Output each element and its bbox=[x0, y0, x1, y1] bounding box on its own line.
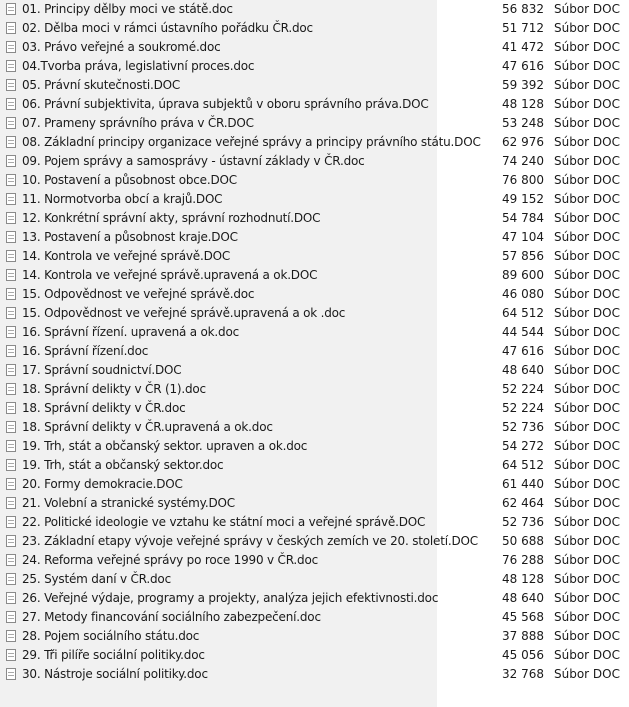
file-name: 30. Nástroje sociální politiky.doc bbox=[22, 667, 208, 681]
file-name: 11. Normotvorba obcí a krajů.DOC bbox=[22, 192, 223, 206]
file-type: Súbor DOC bbox=[554, 629, 620, 643]
file-name: 15. Odpovědnost ve veřejné správě.doc bbox=[22, 287, 255, 301]
file-type: Súbor DOC bbox=[554, 344, 620, 358]
file-size: 47 104 bbox=[502, 230, 544, 244]
file-name: 20. Formy demokracie.DOC bbox=[22, 477, 183, 491]
document-icon bbox=[6, 668, 16, 680]
file-row[interactable] bbox=[0, 266, 629, 285]
file-size: 54 272 bbox=[502, 439, 544, 453]
file-size: 48 640 bbox=[502, 363, 544, 377]
document-icon bbox=[6, 250, 16, 262]
file-type: Súbor DOC bbox=[554, 382, 620, 396]
file-type: Súbor DOC bbox=[554, 439, 620, 453]
file-row[interactable] bbox=[0, 551, 629, 570]
file-size: 48 128 bbox=[502, 572, 544, 586]
file-size: 52 736 bbox=[502, 420, 544, 434]
document-icon bbox=[6, 649, 16, 661]
file-row[interactable] bbox=[0, 399, 629, 418]
file-name: 25. Systém daní v ČR.doc bbox=[22, 572, 171, 586]
file-type: Súbor DOC bbox=[554, 268, 620, 282]
file-name: 14. Kontrola ve veřejné správě.upravená a ok.DOC bbox=[22, 268, 318, 282]
document-icon bbox=[6, 174, 16, 186]
file-name: 19. Trh, stát a občanský sektor.doc bbox=[22, 458, 224, 472]
file-row[interactable] bbox=[0, 285, 629, 304]
file-row[interactable] bbox=[0, 133, 629, 152]
document-icon bbox=[6, 98, 16, 110]
file-size: 76 288 bbox=[502, 553, 544, 567]
file-type: Súbor DOC bbox=[554, 477, 620, 491]
file-row[interactable] bbox=[0, 57, 629, 76]
file-row[interactable] bbox=[0, 627, 629, 646]
file-name: 26. Veřejné výdaje, programy a projekty, analýza jejich efektivnosti.doc bbox=[22, 591, 439, 605]
file-type: Súbor DOC bbox=[554, 40, 620, 54]
file-name: 15. Odpovědnost ve veřejné správě.upravená a ok .doc bbox=[22, 306, 346, 320]
file-row[interactable] bbox=[0, 532, 629, 551]
file-name: 06. Právní subjektivita, úprava subjektů v oboru správního práva.DOC bbox=[22, 97, 429, 111]
document-icon bbox=[6, 478, 16, 490]
document-icon bbox=[6, 136, 16, 148]
file-size: 32 768 bbox=[502, 667, 544, 681]
document-icon bbox=[6, 79, 16, 91]
file-row[interactable] bbox=[0, 665, 629, 684]
file-type: Súbor DOC bbox=[554, 515, 620, 529]
file-row[interactable] bbox=[0, 228, 629, 247]
file-name: 18. Správní delikty v ČR.doc bbox=[22, 401, 186, 415]
document-icon bbox=[6, 117, 16, 129]
file-name: 27. Metody financování sociálního zabezpečení.doc bbox=[22, 610, 321, 624]
file-size: 64 512 bbox=[502, 458, 544, 472]
file-name: 19. Trh, stát a občanský sektor. upraven a ok.doc bbox=[22, 439, 308, 453]
document-icon bbox=[6, 516, 16, 528]
file-type: Súbor DOC bbox=[554, 458, 620, 472]
file-type: Súbor DOC bbox=[554, 667, 620, 681]
document-icon bbox=[6, 554, 16, 566]
file-row[interactable] bbox=[0, 76, 629, 95]
file-type: Súbor DOC bbox=[554, 534, 620, 548]
file-size: 52 224 bbox=[502, 382, 544, 396]
file-row[interactable] bbox=[0, 456, 629, 475]
file-type: Súbor DOC bbox=[554, 401, 620, 415]
file-type: Súbor DOC bbox=[554, 21, 620, 35]
file-size: 41 472 bbox=[502, 40, 544, 54]
file-row[interactable] bbox=[0, 361, 629, 380]
document-icon bbox=[6, 402, 16, 414]
file-row[interactable] bbox=[0, 114, 629, 133]
file-size: 53 248 bbox=[502, 116, 544, 130]
file-type: Súbor DOC bbox=[554, 59, 620, 73]
file-name: 16. Správní řízení.doc bbox=[22, 344, 149, 358]
file-type: Súbor DOC bbox=[554, 116, 620, 130]
file-row[interactable] bbox=[0, 608, 629, 627]
file-name: 17. Správní soudnictví.DOC bbox=[22, 363, 182, 377]
file-row[interactable] bbox=[0, 475, 629, 494]
file-size: 61 440 bbox=[502, 477, 544, 491]
file-row[interactable] bbox=[0, 95, 629, 114]
file-name: 04.Tvorba práva, legislativní proces.doc bbox=[22, 59, 255, 73]
file-row[interactable] bbox=[0, 152, 629, 171]
file-type: Súbor DOC bbox=[554, 154, 620, 168]
document-icon bbox=[6, 440, 16, 452]
document-icon bbox=[6, 288, 16, 300]
file-size: 89 600 bbox=[502, 268, 544, 282]
file-size: 45 056 bbox=[502, 648, 544, 662]
file-name: 08. Základní principy organizace veřejné správy a principy právního státu.DOC bbox=[22, 135, 481, 149]
file-size: 48 640 bbox=[502, 591, 544, 605]
document-icon bbox=[6, 326, 16, 338]
file-type: Súbor DOC bbox=[554, 496, 620, 510]
file-type: Súbor DOC bbox=[554, 591, 620, 605]
file-type: Súbor DOC bbox=[554, 211, 620, 225]
file-row[interactable] bbox=[0, 38, 629, 57]
document-icon bbox=[6, 307, 16, 319]
file-type: Súbor DOC bbox=[554, 173, 620, 187]
file-name: 03. Právo veřejné a soukromé.doc bbox=[22, 40, 221, 54]
file-type: Súbor DOC bbox=[554, 363, 620, 377]
file-type: Súbor DOC bbox=[554, 553, 620, 567]
file-size: 52 224 bbox=[502, 401, 544, 415]
file-type: Súbor DOC bbox=[554, 648, 620, 662]
document-icon bbox=[6, 41, 16, 53]
file-size: 48 128 bbox=[502, 97, 544, 111]
file-name: 18. Správní delikty v ČR (1).doc bbox=[22, 382, 206, 396]
document-icon bbox=[6, 592, 16, 604]
file-size: 50 688 bbox=[502, 534, 544, 548]
file-size: 62 464 bbox=[502, 496, 544, 510]
file-size: 64 512 bbox=[502, 306, 544, 320]
file-name: 10. Postavení a působnost obce.DOC bbox=[22, 173, 237, 187]
file-row[interactable] bbox=[0, 437, 629, 456]
file-type: Súbor DOC bbox=[554, 572, 620, 586]
file-type: Súbor DOC bbox=[554, 306, 620, 320]
document-icon bbox=[6, 421, 16, 433]
file-size: 37 888 bbox=[502, 629, 544, 643]
file-name: 28. Pojem sociálního státu.doc bbox=[22, 629, 200, 643]
file-name: 01. Principy dělby moci ve státě.doc bbox=[22, 2, 233, 16]
file-name: 21. Volební a stranické systémy.DOC bbox=[22, 496, 235, 510]
file-size: 47 616 bbox=[502, 344, 544, 358]
document-icon bbox=[6, 383, 16, 395]
file-row[interactable] bbox=[0, 418, 629, 437]
file-size: 57 856 bbox=[502, 249, 544, 263]
document-icon bbox=[6, 459, 16, 471]
document-icon bbox=[6, 212, 16, 224]
file-size: 74 240 bbox=[502, 154, 544, 168]
document-icon bbox=[6, 22, 16, 34]
file-row[interactable] bbox=[0, 190, 629, 209]
document-icon bbox=[6, 345, 16, 357]
file-row[interactable] bbox=[0, 513, 629, 532]
file-type: Súbor DOC bbox=[554, 325, 620, 339]
file-name: 07. Prameny správního práva v ČR.DOC bbox=[22, 116, 254, 130]
file-size: 59 392 bbox=[502, 78, 544, 92]
file-type: Súbor DOC bbox=[554, 610, 620, 624]
file-type: Súbor DOC bbox=[554, 249, 620, 263]
file-size: 45 568 bbox=[502, 610, 544, 624]
file-row[interactable] bbox=[0, 19, 629, 38]
document-icon bbox=[6, 231, 16, 243]
file-size: 47 616 bbox=[502, 59, 544, 73]
file-type: Súbor DOC bbox=[554, 135, 620, 149]
file-name: 29. Tři pilíře sociální politiky.doc bbox=[22, 648, 205, 662]
file-name: 09. Pojem správy a samosprávy - ústavní základy v ČR.doc bbox=[22, 154, 365, 168]
file-size: 51 712 bbox=[502, 21, 544, 35]
file-size: 56 832 bbox=[502, 2, 544, 16]
document-icon bbox=[6, 364, 16, 376]
file-size: 46 080 bbox=[502, 287, 544, 301]
file-size: 76 800 bbox=[502, 173, 544, 187]
document-icon bbox=[6, 611, 16, 623]
file-row[interactable] bbox=[0, 342, 629, 361]
file-name: 05. Právní skutečnosti.DOC bbox=[22, 78, 181, 92]
file-size: 62 976 bbox=[502, 135, 544, 149]
document-icon bbox=[6, 193, 16, 205]
file-row[interactable] bbox=[0, 209, 629, 228]
file-size: 52 736 bbox=[502, 515, 544, 529]
file-name: 13. Postavení a působnost kraje.DOC bbox=[22, 230, 238, 244]
file-row[interactable] bbox=[0, 494, 629, 513]
file-row[interactable] bbox=[0, 589, 629, 608]
file-name: 23. Základní etapy vývoje veřejné správy v českých zemích ve 20. století.DOC bbox=[22, 534, 478, 548]
file-name: 16. Správní řízení. upravená a ok.doc bbox=[22, 325, 239, 339]
document-icon bbox=[6, 269, 16, 281]
file-row[interactable] bbox=[0, 570, 629, 589]
document-icon bbox=[6, 630, 16, 642]
document-icon bbox=[6, 573, 16, 585]
document-icon bbox=[6, 60, 16, 72]
file-type: Súbor DOC bbox=[554, 192, 620, 206]
file-size: 44 544 bbox=[502, 325, 544, 339]
file-row[interactable] bbox=[0, 171, 629, 190]
file-type: Súbor DOC bbox=[554, 420, 620, 434]
file-row[interactable] bbox=[0, 0, 629, 19]
file-name: 14. Kontrola ve veřejné správě.DOC bbox=[22, 249, 231, 263]
file-type: Súbor DOC bbox=[554, 230, 620, 244]
file-row[interactable] bbox=[0, 323, 629, 342]
file-type: Súbor DOC bbox=[554, 78, 620, 92]
file-type: Súbor DOC bbox=[554, 287, 620, 301]
file-name: 02. Dělba moci v rámci ústavního pořádku ČR.doc bbox=[22, 21, 313, 35]
file-name: 24. Reforma veřejné správy po roce 1990 v ČR.doc bbox=[22, 553, 318, 567]
file-row[interactable] bbox=[0, 646, 629, 665]
file-size: 54 784 bbox=[502, 211, 544, 225]
document-icon bbox=[6, 497, 16, 509]
file-row[interactable] bbox=[0, 304, 629, 323]
document-icon bbox=[6, 155, 16, 167]
file-size: 49 152 bbox=[502, 192, 544, 206]
file-row[interactable] bbox=[0, 380, 629, 399]
document-icon bbox=[6, 535, 16, 547]
file-row[interactable] bbox=[0, 247, 629, 266]
file-name: 22. Politické ideologie ve vztahu ke státní moci a veřejné správě.DOC bbox=[22, 515, 426, 529]
file-type: Súbor DOC bbox=[554, 2, 620, 16]
file-name: 18. Správní delikty v ČR.upravená a ok.doc bbox=[22, 420, 273, 434]
file-type: Súbor DOC bbox=[554, 97, 620, 111]
file-name: 12. Konkrétní správní akty, správní rozhodnutí.DOC bbox=[22, 211, 321, 225]
document-icon bbox=[6, 3, 16, 15]
